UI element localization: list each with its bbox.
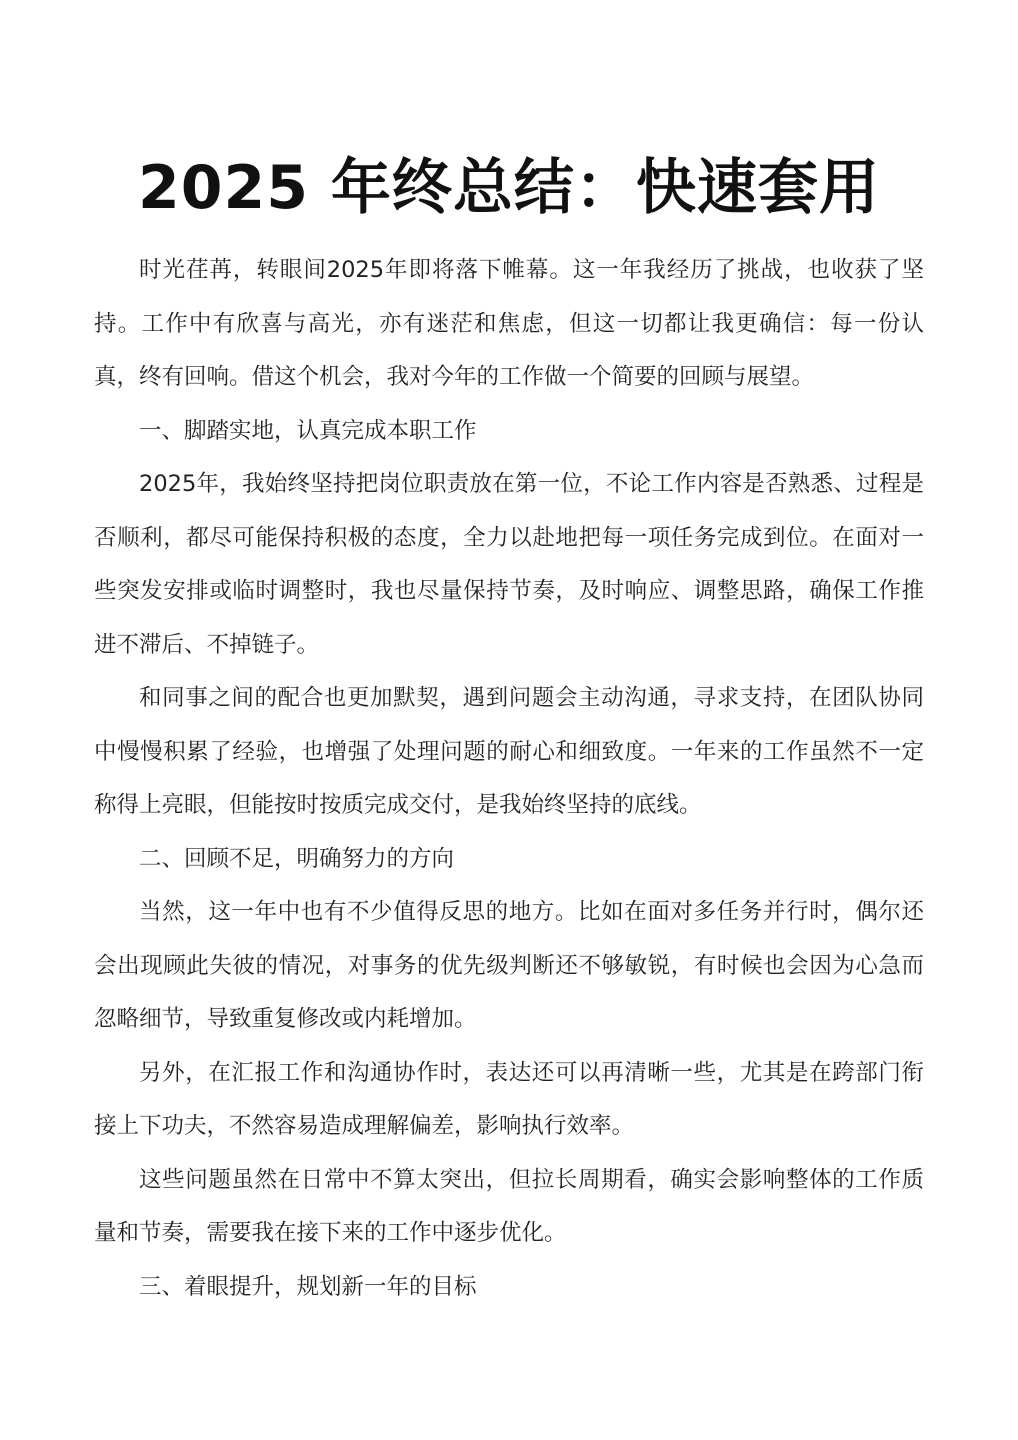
- section-2-paragraph-2: 另外，在汇报工作和沟通协作时，表达还可以再清晰一些，尤其是在跨部门衔接上下功夫，不然容易造成理解偏差，影响执行效率。: [94, 1059, 924, 1139]
- document-body: [94, 244, 924, 1314]
- section-heading-1: 一、脚踏实地，认真完成本职工作: [139, 417, 477, 444]
- section-1-paragraph-2: 和同事之间的配合也更加默契，遇到问题会主动沟通，寻求支持，在团队协同中慢慢积累了经验，也增强了处理问题的耐心和细致度。一年来的工作虽然不一定称得上亮眼，但能按时按质完成交付，是我始终坚持的底线。: [94, 685, 924, 818]
- section-1-paragraph-1: 2025年，我始终坚持把岗位职责放在第一位，不论工作内容是否熟悉、过程是否顺利，都尽可能保持积极的态度，全力以赴地把每一项任务完成到位。在面对一些突发安排或临时调整时，我也尽量保持节奏，及时响应、调整思路，确保工作推进不滞后、不掉链子。: [94, 471, 924, 658]
- section-heading-3: 三、着眼提升，规划新一年的目标: [139, 1273, 477, 1300]
- section-2-paragraph-1: 当然，这一年中也有不少值得反思的地方。比如在面对多任务并行时，偶尔还会出现顾此失彼的情况，对事务的优先级判断还不够敏锐，有时候也会因为心急而忽略细节，导致重复修改或内耗增加。: [94, 899, 924, 1032]
- section-2-paragraph-3: 这些问题虽然在日常中不算太突出，但拉长周期看，确实会影响整体的工作质量和节奏，需要我在接下来的工作中逐步优化。: [94, 1166, 924, 1246]
- intro-paragraph: 时光荏苒，转眼间2025年即将落下帷幕。这一年我经历了挑战，也收获了坚持。工作中有欣喜与高光，亦有迷茫和焦虑，但这一切都让我更确信：每一份认真，终有回响。借这个机会，我对今年的工作做一个简要的回顾与展望。: [94, 257, 924, 390]
- section-heading-2: 二、回顾不足，明确努力的方向: [139, 845, 455, 872]
- document-title: 2025 年终总结：快速套用: [138, 153, 880, 223]
